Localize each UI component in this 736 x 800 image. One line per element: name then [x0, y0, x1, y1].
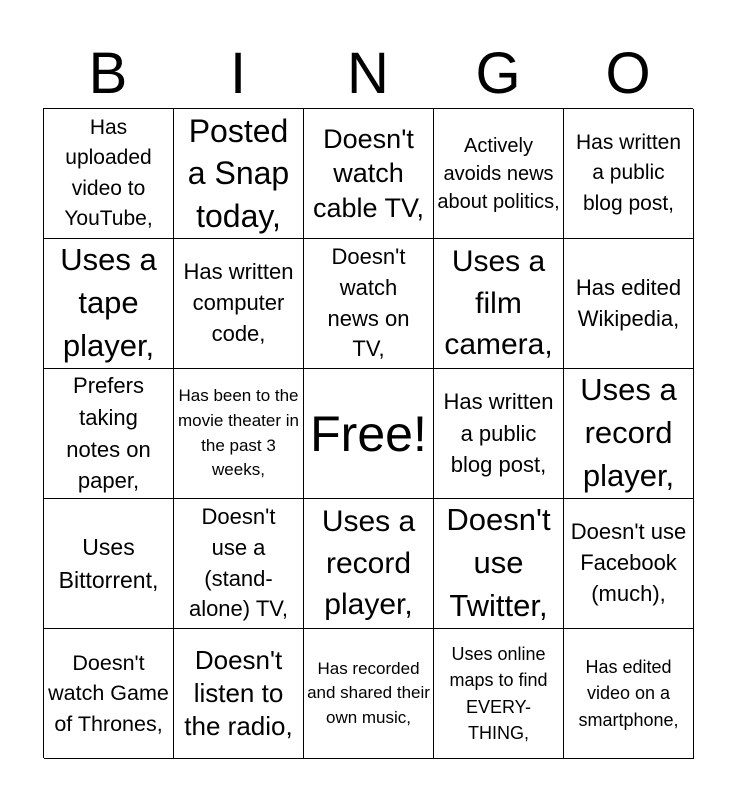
bingo-cell-r5-c2[interactable]: Doesn't listen to the radio, — [174, 629, 304, 759]
bingo-cell-r3-c2[interactable]: Has been to the movie theater in the past 3 weeks, — [174, 369, 304, 499]
bingo-cell-r4-c2[interactable]: Doesn't use a (stand-alone) TV, — [174, 499, 304, 629]
bingo-board — [43, 108, 693, 758]
bingo-cell-r5-c5[interactable]: Has edited video on a smartphone, — [564, 629, 694, 759]
header-letter-n: N — [347, 41, 389, 106]
bingo-cell-r5-c3[interactable]: Has recorded and shared their own music, — [304, 629, 434, 759]
bingo-header — [43, 40, 693, 108]
bingo-cell-r4-c4[interactable]: Doesn't use Twitter, — [434, 499, 564, 629]
bingo-cell-r3-c5[interactable]: Uses a record player, — [564, 369, 694, 499]
bingo-cell-r2-c1[interactable]: Uses a tape player, — [44, 239, 174, 369]
bingo-cell-r2-c2[interactable]: Has written computer code, — [174, 239, 304, 369]
header-letter-i: I — [229, 41, 247, 106]
bingo-cell-r3-c4[interactable]: Has written a public blog post, — [434, 369, 564, 499]
bingo-cell-r3-c1[interactable]: Prefers taking notes on paper, — [44, 369, 174, 499]
bingo-cell-r4-c1[interactable]: Uses Bittorrent, — [44, 499, 174, 629]
bingo-cell-r5-c1[interactable]: Doesn't watch Game of Thrones, — [44, 629, 174, 759]
bingo-cell-r2-c3[interactable]: Doesn't watch news on TV, — [304, 239, 434, 369]
bingo-cell-r1-c4[interactable]: Actively avoids news about politics, — [434, 109, 564, 239]
header-letter-o: O — [605, 41, 651, 106]
bingo-cell-r1-c3[interactable]: Doesn't watch cable TV, — [304, 109, 434, 239]
bingo-cell-r1-c1[interactable]: Has uploaded video to YouTube, — [44, 109, 174, 239]
bingo-cell-r2-c4[interactable]: Uses a film camera, — [434, 239, 564, 369]
bingo-cell-r4-c5[interactable]: Doesn't use Facebook (much), — [564, 499, 694, 629]
bingo-cell-r1-c5[interactable]: Has written a public blog post, — [564, 109, 694, 239]
bingo-cell-r2-c5[interactable]: Has edited Wikipedia, — [564, 239, 694, 369]
bingo-cell-r4-c3[interactable]: Uses a record player, — [304, 499, 434, 629]
bingo-cell-r1-c2[interactable]: Posted a Snap today, — [174, 109, 304, 239]
bingo-cell-free[interactable]: Free! — [304, 369, 434, 499]
bingo-cell-r5-c4[interactable]: Uses online maps to find EVERY-THING, — [434, 629, 564, 759]
header-letter-b: B — [88, 41, 128, 106]
header-letter-g: G — [475, 41, 521, 106]
